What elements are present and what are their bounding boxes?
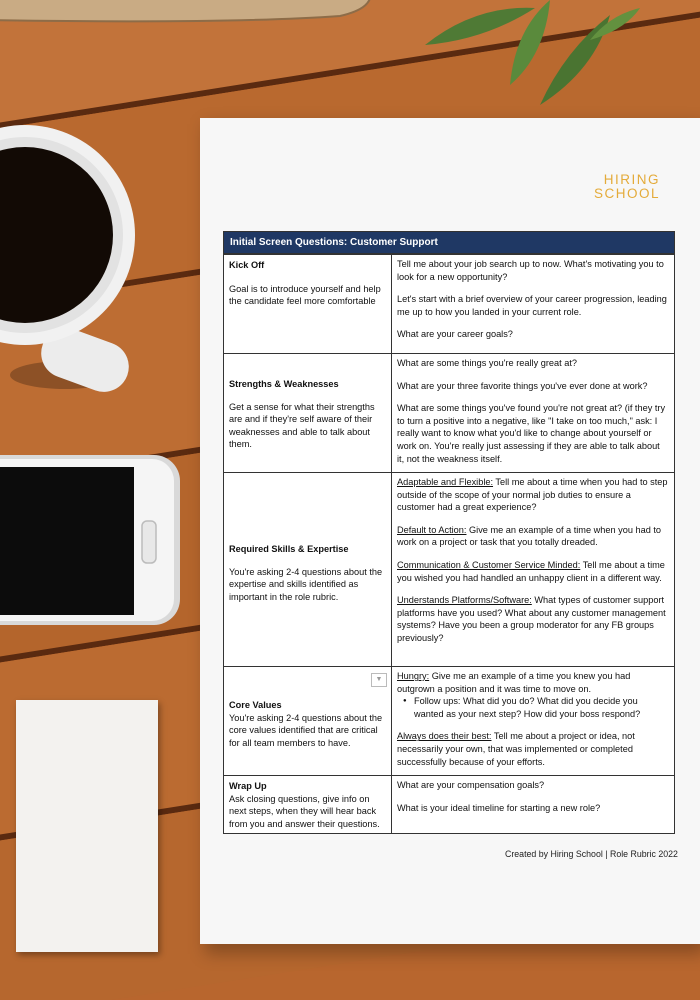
row-questions-cell — [392, 667, 674, 775]
table-row — [224, 472, 674, 666]
row-label-cell — [224, 667, 392, 775]
document-footer: Created by Hiring School | Role Rubric 2022 — [505, 849, 678, 859]
table-row — [224, 254, 674, 353]
row-title: Core Values — [229, 700, 282, 710]
skill-question — [397, 524, 669, 549]
hiring-school-logo — [594, 173, 660, 201]
question-text: Tell me about your job search up to now. What's motivating you to look for a new opportunity? — [397, 259, 664, 282]
smartphone-image — [0, 455, 182, 627]
row-description: Goal is to introduce yourself and help the candidate feel more comfortable — [229, 283, 381, 307]
row-questions-cell — [392, 776, 674, 833]
row-label-cell — [224, 354, 392, 472]
question-text: What are your career goals? — [397, 329, 513, 340]
skill-question-text: Tell me about a time when you had to step outside of the scope of your normal job duties to ensure a customer had a great experience? — [397, 477, 668, 513]
row-description: Ask closing questions, give info on next steps, when they will hear back from you and answer their questions. — [229, 793, 380, 829]
wood-slice-decoration — [0, 0, 390, 30]
skill-question — [397, 476, 669, 514]
table-title: Initial Screen Questions: Customer Support — [224, 232, 674, 254]
follow-up-bullet: ● Follow ups: What did you do? What did you decide you wanted as your next step? How did your boss respond? — [397, 695, 669, 720]
row-questions-cell — [392, 255, 674, 353]
value-label: Hungry: — [397, 671, 430, 681]
coffee-cup-image — [0, 95, 135, 395]
table-row — [224, 775, 674, 833]
skill-question — [397, 559, 669, 584]
row-title: Strengths & Weaknesses — [229, 379, 339, 389]
value-question — [397, 730, 669, 768]
row-label-cell — [224, 473, 392, 666]
row-questions-cell — [392, 473, 674, 666]
logo-line-2: SCHOOL — [594, 186, 661, 201]
leaves-decoration — [415, 0, 645, 110]
row-description: Get a sense for what their strengths are and if they're self aware of their weaknesses and able to talk about them. — [229, 401, 375, 450]
chevron-down-icon[interactable]: ▼ — [371, 673, 387, 687]
question-text: What is your ideal timeline for starting a new role? — [397, 802, 601, 813]
row-label-cell — [224, 776, 392, 833]
question-text: What are some things you've found you're not great at? (if they try to turn a positive into a negative, like "I take on too much," ask: I really want to know what you'd like to change about yourself or work on. You're really just assessing if they are able to talk about it, not the weakness itself. — [397, 403, 666, 464]
questions-table — [223, 231, 675, 834]
skill-question — [397, 594, 669, 644]
question-text: What are some things you're really great at? — [397, 358, 577, 368]
skill-label: Understands Platforms/Software: — [397, 595, 532, 606]
row-title: Kick Off — [229, 260, 265, 270]
table-row — [224, 666, 674, 775]
row-description: You're asking 2-4 questions about the core values identified that are critical for all team members to have. — [229, 712, 383, 748]
row-questions-cell — [392, 354, 674, 472]
skill-question-text: What types of customer support platforms have you used? What about any customer management systems? Have you been a group moderator for any FB groups previously? — [397, 595, 666, 643]
question-text: What are your compensation goals? — [397, 780, 545, 790]
row-title: Wrap Up — [229, 781, 267, 791]
value-label: Always does their best: — [397, 731, 492, 742]
question-text: Let's start with a brief overview of your career progression, leading me up to how you landed in your current role. — [397, 294, 667, 317]
skill-label: Communication & Customer Service Minded: — [397, 559, 581, 570]
logo-line-1: HIRING — [603, 172, 661, 187]
skill-label: Adaptable and Flexible: — [397, 477, 494, 487]
value-question — [397, 670, 669, 695]
question-text: What are your three favorite things you've ever done at work? — [397, 380, 648, 391]
skill-label: Default to Action: — [397, 524, 467, 535]
value-question-text: Give me an example of a time you knew you had outgrown a position and it was time to move on. — [397, 671, 631, 694]
row-label-cell — [224, 255, 392, 353]
table-row — [224, 353, 674, 472]
row-title: Required Skills & Expertise — [229, 544, 349, 554]
row-description: You're asking 2-4 questions about the expertise and skills identified as important in the role rubric. — [229, 566, 383, 602]
skill-question-text: Give me an example of a time when you had to work on a project or task that you totally dreaded. — [397, 524, 662, 548]
skill-question-text: Tell me about a time you wished you had handled an unhappy client in a different way. — [397, 559, 665, 583]
value-question-text: Tell me about a project or idea, not necessarily your own, that was implemented or completed successfully because of your efforts. — [397, 731, 635, 767]
blank-card-image — [16, 700, 158, 952]
